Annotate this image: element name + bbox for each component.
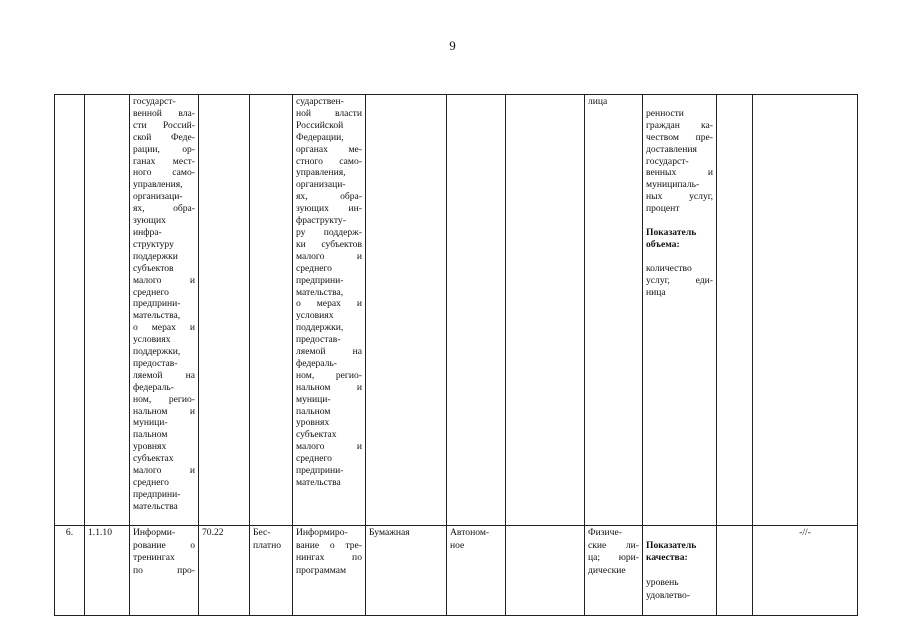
empty-cell xyxy=(717,95,753,526)
okved-cell xyxy=(199,95,250,526)
row-number-cell xyxy=(55,95,85,526)
indicator-cell xyxy=(643,526,717,616)
services-table xyxy=(54,94,858,616)
indicator-text: ренности граждан ка- чеством пре- доставления государст- венных и муниципаль- ных услуг, процент xyxy=(646,107,713,215)
service-content-cell: Информиро- вание о тре- нингах по программам xyxy=(293,526,366,616)
page-number: 9 xyxy=(449,38,456,53)
indicator-cell xyxy=(643,95,717,526)
last-cell xyxy=(753,95,858,526)
form-cell: Бумажная xyxy=(366,526,447,616)
table-row xyxy=(55,95,858,526)
indicator-text: количество услуг, еди- ница xyxy=(646,262,713,298)
service-name-cell: Информи- рование о тренингах по про- xyxy=(130,526,199,616)
empty-cell xyxy=(717,526,753,616)
service-name-cell: государст- венной вла- сти Россий- ской Феде- рации, ор- ганах мест- ного само- управления, организаци- ях, обра- зующих инфра- структуру поддержки субъектов малого и среднего предприни- мательства, о мерах и условиях поддержки, предостав- ляемой на федераль- ном, регио- нальном и муници- пальном уровнях субъектах малого и среднего предприни- мательства xyxy=(130,95,199,526)
table-row xyxy=(55,526,858,616)
consumers-cell: лица xyxy=(585,95,643,526)
service-code-cell xyxy=(85,95,130,526)
service-content-cell: сударствен- ной власти Российской Федерации, органах ме- стного само- управления, организаци- ях, обра- зующих ин- фраструкту- ру поддерж- ки субъектов малого и среднего предприни- мательства, о мерах и условиях поддержки, предостав- ляемой на федераль- ном, регио- нальном и муници- пальном уровнях субъектах малого и среднего предприни- мательства xyxy=(293,95,366,526)
cost-cell xyxy=(250,95,293,526)
empty-cell xyxy=(506,526,585,616)
indicator-text: уровень удовлетво- xyxy=(646,577,690,601)
consumers-cell: Физиче- ские ли- ца; юри- дические xyxy=(585,526,643,616)
mode-cell: Автоном- ное xyxy=(447,526,506,616)
indicator-heading: Показатель объема: xyxy=(646,226,697,250)
okved-cell: 70.22 xyxy=(199,526,250,616)
last-cell: -//- xyxy=(753,526,858,616)
service-code-cell: 1.1.10 xyxy=(85,526,130,616)
indicator-heading: Показатель качества: xyxy=(646,539,697,564)
row-number-cell: 6. xyxy=(55,526,85,616)
empty-cell xyxy=(506,95,585,526)
mode-cell xyxy=(447,95,506,526)
form-cell xyxy=(366,95,447,526)
cost-cell: Бес- платно xyxy=(250,526,293,616)
